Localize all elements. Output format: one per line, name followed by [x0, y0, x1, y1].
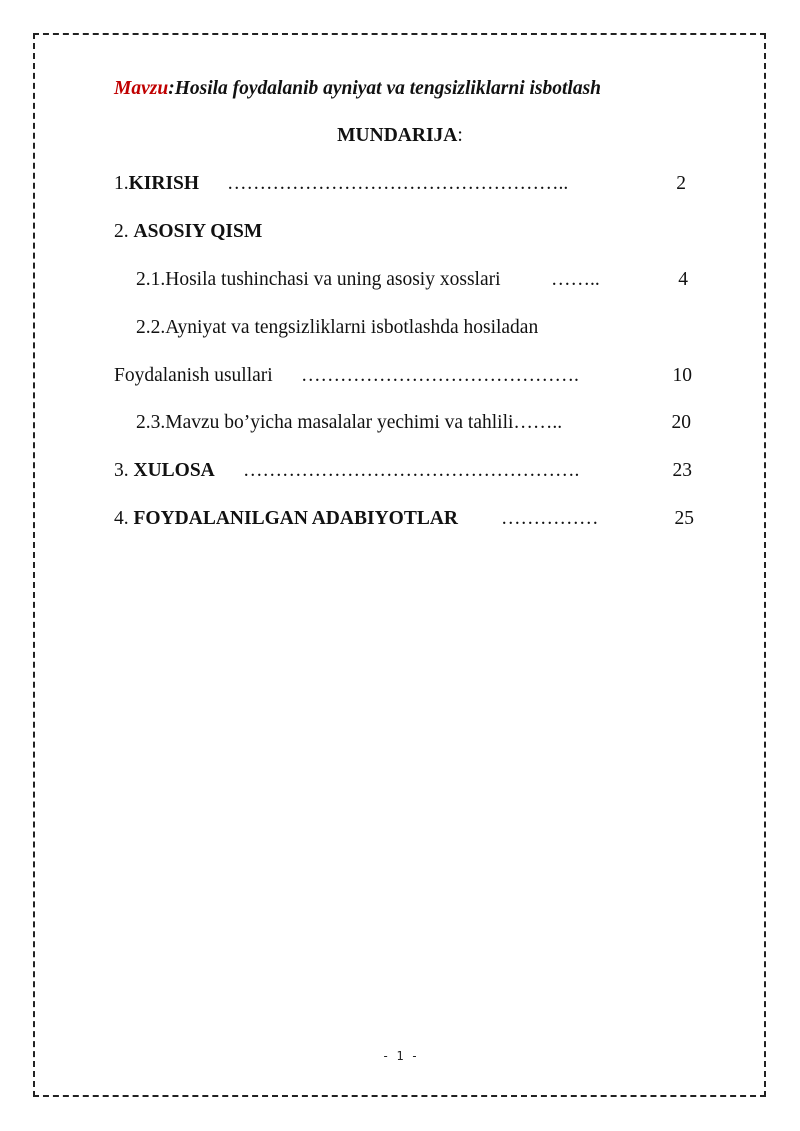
- toc-entry-label: Foydalanish usullari: [114, 365, 273, 386]
- toc-entry-number: 1.: [114, 173, 129, 194]
- toc-entry-label: 2.2.Ayniyat va tengsizliklarni isbotlashda hosiladan: [136, 317, 539, 338]
- toc-page-number: 25: [674, 508, 694, 529]
- toc-entry-xulosa[interactable]: [114, 459, 215, 483]
- toc-leader-dots: ……………………………………………..: [227, 173, 569, 194]
- document-title: [114, 77, 601, 101]
- toc-entry-2-3[interactable]: [136, 411, 562, 435]
- title-colon: :: [168, 78, 175, 99]
- toc-entry-asosiy-qism[interactable]: [114, 220, 262, 244]
- toc-heading-text: MUNDARIJA: [337, 125, 458, 146]
- toc-heading-colon: :: [457, 125, 463, 146]
- toc-heading: [0, 124, 800, 148]
- toc-entry-2-1[interactable]: [136, 268, 501, 292]
- toc-leader-dots: …………………………………………….: [243, 460, 580, 481]
- toc-page-number: 10: [672, 365, 692, 386]
- title-label: Mavzu: [114, 78, 169, 99]
- title-text: Hosila foydalanib ayniyat va tengsizliklarni isbotlash: [174, 78, 602, 99]
- toc-entry-kirish[interactable]: [114, 172, 199, 196]
- toc-entry-label: ASOSIY QISM: [133, 221, 263, 242]
- toc-entry-number: 2.: [114, 221, 134, 242]
- toc-entry-number: 4.: [114, 508, 134, 529]
- toc-entry-2-2-continued[interactable]: [114, 364, 273, 388]
- toc-entry-adabiyotlar[interactable]: [114, 507, 458, 531]
- toc-leader-dots: ……..: [551, 269, 600, 290]
- toc-entry-label: 2.1.Hosila tushinchasi va uning asosiy xosslari: [136, 269, 501, 290]
- toc-entry-number: 3.: [114, 460, 134, 481]
- toc-page-number: 20: [671, 412, 691, 433]
- page-number-footer: - 1 -: [381, 1049, 419, 1063]
- toc-leader-dots: …………………………………….: [301, 365, 579, 386]
- toc-entry-label: XULOSA: [133, 460, 215, 481]
- toc-entry-label: KIRISH: [128, 173, 200, 194]
- toc-page-number: 4: [678, 269, 688, 290]
- toc-entry-label: 2.3.Mavzu bo’yicha masalalar yechimi va tahlili: [136, 412, 514, 433]
- toc-leader-dots: ……………: [501, 508, 599, 529]
- toc-page-number: 2: [676, 173, 686, 194]
- toc-entry-2-2[interactable]: [136, 316, 538, 340]
- toc-page-number: 23: [672, 460, 692, 481]
- toc-entry-label: FOYDALANILGAN ADABIYOTLAR: [133, 508, 458, 529]
- toc-leader-dots: ……..: [513, 412, 563, 433]
